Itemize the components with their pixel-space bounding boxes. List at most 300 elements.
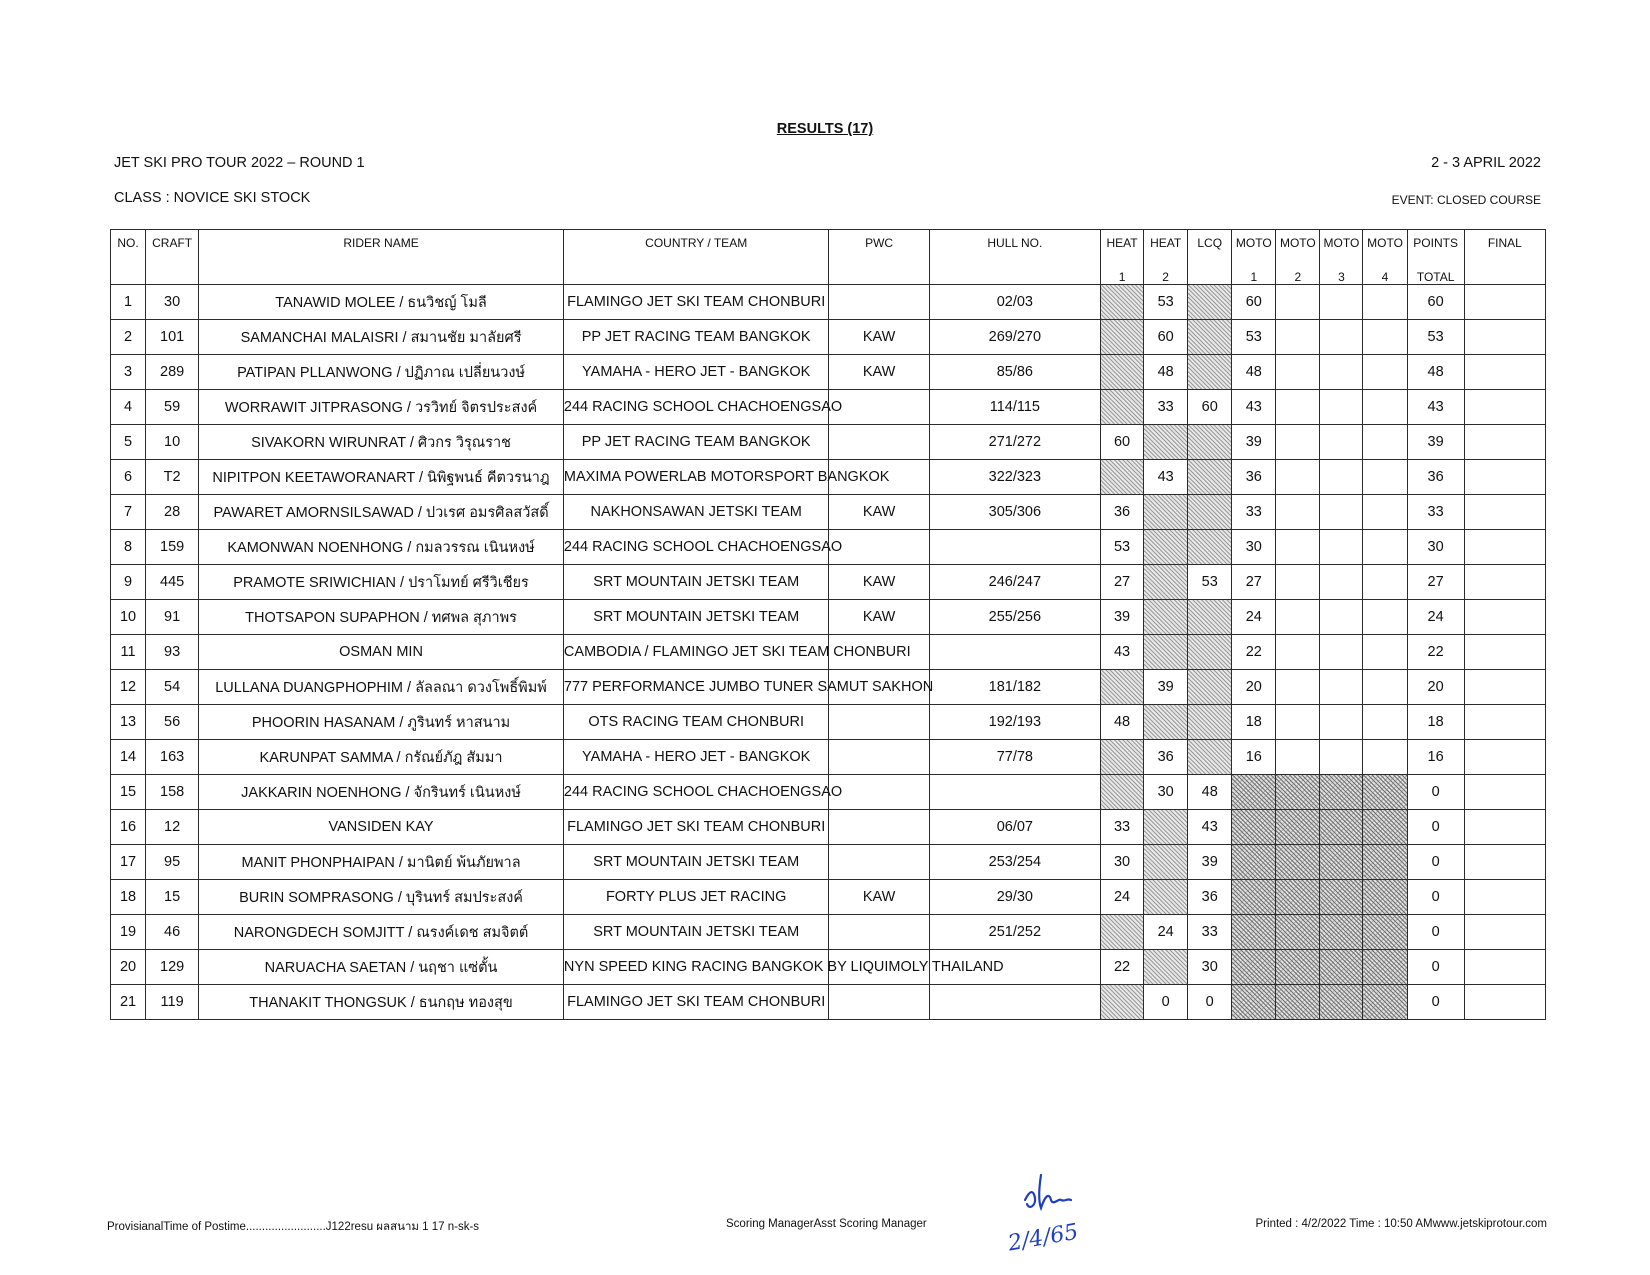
- cell-moto1: 53: [1232, 320, 1276, 355]
- cell-heat1: [1101, 740, 1144, 775]
- cell-total: 48: [1407, 355, 1464, 390]
- cell-hull: 192/193: [929, 705, 1100, 740]
- cell-heat2: 30: [1144, 775, 1188, 810]
- cell-craft: 129: [146, 950, 199, 985]
- cell-pwc: KAW: [829, 320, 929, 355]
- cell-moto3: [1320, 705, 1363, 740]
- col-header-moto2: MOTO 2: [1276, 230, 1320, 285]
- cell-final: [1464, 425, 1545, 460]
- table-header-row: [111, 230, 1546, 285]
- cell-pwc: [829, 285, 929, 320]
- cell-heat2: 39: [1144, 670, 1188, 705]
- event-type: EVENT: CLOSED COURSE: [1391, 193, 1541, 207]
- cell-hull: [929, 985, 1100, 1020]
- cell-hull: [929, 530, 1100, 565]
- cell-pwc: [829, 530, 929, 565]
- cell-moto2: [1276, 880, 1320, 915]
- cell-heat1: [1101, 285, 1144, 320]
- footer-scoring-manager: Scoring ManagerAsst Scoring Manager: [726, 1218, 927, 1230]
- cell-moto4: [1363, 670, 1407, 705]
- cell-moto1: 39: [1232, 425, 1276, 460]
- cell-lcq: [1188, 670, 1232, 705]
- event-name: JET SKI PRO TOUR 2022 – ROUND 1: [114, 155, 365, 171]
- cell-rider: SIVAKORN WIRUNRAT / ศิวกร วิรุณราช: [199, 425, 564, 460]
- cell-no: 2: [111, 320, 146, 355]
- cell-final: [1464, 285, 1545, 320]
- cell-heat1: 43: [1101, 635, 1144, 670]
- cell-pwc: KAW: [829, 495, 929, 530]
- cell-final: [1464, 320, 1545, 355]
- cell-moto4: [1363, 600, 1407, 635]
- cell-team: MAXIMA POWERLAB MOTORSPORT BANGKOK: [563, 460, 829, 495]
- cell-heat1: 33: [1101, 810, 1144, 845]
- cell-craft: 289: [146, 355, 199, 390]
- cell-total: 53: [1407, 320, 1464, 355]
- cell-moto2: [1276, 320, 1320, 355]
- cell-heat2: [1144, 880, 1188, 915]
- cell-craft: 159: [146, 530, 199, 565]
- table-row: [111, 985, 1546, 1020]
- cell-final: [1464, 915, 1545, 950]
- cell-moto4: [1363, 740, 1407, 775]
- cell-moto3: [1320, 880, 1363, 915]
- cell-pwc: [829, 390, 929, 425]
- cell-moto1: [1232, 915, 1276, 950]
- cell-hull: [929, 635, 1100, 670]
- cell-rider: JAKKARIN NOENHONG / จักรินทร์ เนินหงษ์: [199, 775, 564, 810]
- cell-hull: 251/252: [929, 915, 1100, 950]
- cell-hull: 29/30: [929, 880, 1100, 915]
- cell-moto2: [1276, 530, 1320, 565]
- col-header-lcq: LCQ: [1188, 230, 1232, 285]
- cell-heat2: 43: [1144, 460, 1188, 495]
- cell-no: 11: [111, 635, 146, 670]
- cell-heat1: [1101, 460, 1144, 495]
- cell-craft: 56: [146, 705, 199, 740]
- cell-total: 0: [1407, 985, 1464, 1020]
- cell-heat2: 53: [1144, 285, 1188, 320]
- cell-moto1: [1232, 775, 1276, 810]
- cell-team: PP JET RACING TEAM BANGKOK: [563, 320, 829, 355]
- cell-total: 27: [1407, 565, 1464, 600]
- table-row: [111, 495, 1546, 530]
- cell-pwc: KAW: [829, 565, 929, 600]
- cell-moto3: [1320, 320, 1363, 355]
- cell-final: [1464, 635, 1545, 670]
- cell-moto4: [1363, 565, 1407, 600]
- cell-moto1: 27: [1232, 565, 1276, 600]
- cell-moto2: [1276, 355, 1320, 390]
- cell-moto3: [1320, 985, 1363, 1020]
- cell-moto3: [1320, 950, 1363, 985]
- cell-pwc: [829, 985, 929, 1020]
- cell-moto1: 30: [1232, 530, 1276, 565]
- cell-rider: OSMAN MIN: [199, 635, 564, 670]
- cell-craft: 95: [146, 845, 199, 880]
- col-header-craft: CRAFT: [146, 230, 199, 285]
- cell-final: [1464, 390, 1545, 425]
- cell-final: [1464, 495, 1545, 530]
- cell-craft: 46: [146, 915, 199, 950]
- cell-lcq: [1188, 530, 1232, 565]
- results-title: RESULTS (17): [776, 121, 874, 137]
- cell-moto4: [1363, 530, 1407, 565]
- table-row: [111, 530, 1546, 565]
- table-row: [111, 635, 1546, 670]
- cell-craft: 445: [146, 565, 199, 600]
- cell-lcq: 33: [1188, 915, 1232, 950]
- cell-no: 18: [111, 880, 146, 915]
- cell-rider: PRAMOTE SRIWICHIAN / ปราโมทย์ ศรีวิเชียร: [199, 565, 564, 600]
- cell-rider: TANAWID MOLEE / ธนวิชญ์ โมลี: [199, 285, 564, 320]
- cell-moto1: 43: [1232, 390, 1276, 425]
- cell-team: FLAMINGO JET SKI TEAM CHONBURI: [563, 985, 829, 1020]
- cell-total: 43: [1407, 390, 1464, 425]
- cell-total: 22: [1407, 635, 1464, 670]
- cell-rider: PATIPAN PLLANWONG / ปฏิภาณ เปลี่ยนวงษ์: [199, 355, 564, 390]
- cell-moto4: [1363, 495, 1407, 530]
- cell-team: 244 RACING SCHOOL CHACHOENGSAO: [563, 775, 829, 810]
- cell-team: PP JET RACING TEAM BANGKOK: [563, 425, 829, 460]
- cell-moto1: [1232, 845, 1276, 880]
- cell-moto1: [1232, 985, 1276, 1020]
- cell-no: 7: [111, 495, 146, 530]
- cell-moto1: 33: [1232, 495, 1276, 530]
- table-row: [111, 810, 1546, 845]
- cell-lcq: [1188, 705, 1232, 740]
- cell-moto2: [1276, 950, 1320, 985]
- cell-hull: [929, 775, 1100, 810]
- cell-team: YAMAHA - HERO JET - BANGKOK: [563, 740, 829, 775]
- table-row: [111, 285, 1546, 320]
- footer-printed: Printed : 4/2/2022 Time : 10:50 AMwww.jetskiprotour.com: [1255, 1218, 1547, 1230]
- cell-lcq: [1188, 320, 1232, 355]
- cell-heat2: [1144, 810, 1188, 845]
- cell-total: 16: [1407, 740, 1464, 775]
- cell-craft: 30: [146, 285, 199, 320]
- class-label: CLASS : NOVICE SKI STOCK: [114, 190, 311, 206]
- cell-moto4: [1363, 950, 1407, 985]
- cell-heat2: [1144, 495, 1188, 530]
- cell-pwc: [829, 915, 929, 950]
- cell-pwc: [829, 775, 929, 810]
- cell-team: OTS RACING TEAM CHONBURI: [563, 705, 829, 740]
- signature-date: 2/4/65: [1006, 1219, 1081, 1257]
- cell-final: [1464, 670, 1545, 705]
- cell-final: [1464, 460, 1545, 495]
- cell-hull: 02/03: [929, 285, 1100, 320]
- cell-hull: 271/272: [929, 425, 1100, 460]
- cell-total: 0: [1407, 845, 1464, 880]
- cell-moto4: [1363, 320, 1407, 355]
- cell-lcq: [1188, 460, 1232, 495]
- cell-no: 5: [111, 425, 146, 460]
- cell-moto1: 20: [1232, 670, 1276, 705]
- cell-no: 1: [111, 285, 146, 320]
- cell-moto4: [1363, 355, 1407, 390]
- cell-no: 10: [111, 600, 146, 635]
- cell-final: [1464, 530, 1545, 565]
- cell-no: 14: [111, 740, 146, 775]
- cell-lcq: 48: [1188, 775, 1232, 810]
- cell-moto1: 60: [1232, 285, 1276, 320]
- cell-final: [1464, 810, 1545, 845]
- results-body: [111, 285, 1546, 1020]
- cell-final: [1464, 845, 1545, 880]
- cell-team: SRT MOUNTAIN JETSKI TEAM: [563, 600, 829, 635]
- cell-moto2: [1276, 425, 1320, 460]
- cell-no: 9: [111, 565, 146, 600]
- cell-heat2: [1144, 565, 1188, 600]
- cell-craft: 93: [146, 635, 199, 670]
- cell-moto2: [1276, 775, 1320, 810]
- cell-total: 0: [1407, 880, 1464, 915]
- cell-moto1: 36: [1232, 460, 1276, 495]
- cell-moto4: [1363, 810, 1407, 845]
- cell-pwc: [829, 845, 929, 880]
- table-row: [111, 775, 1546, 810]
- cell-moto2: [1276, 985, 1320, 1020]
- results-table: [110, 229, 1546, 1020]
- cell-heat2: 0: [1144, 985, 1188, 1020]
- cell-no: 16: [111, 810, 146, 845]
- cell-rider: KAMONWAN NOENHONG / กมลวรรณ เนินหงษ์: [199, 530, 564, 565]
- cell-moto3: [1320, 810, 1363, 845]
- cell-hull: 06/07: [929, 810, 1100, 845]
- cell-total: 18: [1407, 705, 1464, 740]
- table-row: [111, 320, 1546, 355]
- cell-team: FLAMINGO JET SKI TEAM CHONBURI: [563, 285, 829, 320]
- cell-moto3: [1320, 845, 1363, 880]
- cell-moto2: [1276, 845, 1320, 880]
- table-row: [111, 425, 1546, 460]
- cell-moto3: [1320, 460, 1363, 495]
- cell-moto4: [1363, 880, 1407, 915]
- event-date: 2 - 3 APRIL 2022: [1431, 155, 1541, 171]
- cell-lcq: [1188, 635, 1232, 670]
- cell-heat2: 24: [1144, 915, 1188, 950]
- cell-heat2: [1144, 705, 1188, 740]
- cell-heat2: 60: [1144, 320, 1188, 355]
- cell-team: NAKHONSAWAN JETSKI TEAM: [563, 495, 829, 530]
- cell-lcq: 53: [1188, 565, 1232, 600]
- cell-rider: NARONGDECH SOMJITT / ณรงค์เดช สมจิตต์: [199, 915, 564, 950]
- cell-heat1: 60: [1101, 425, 1144, 460]
- cell-hull: 77/78: [929, 740, 1100, 775]
- cell-moto2: [1276, 705, 1320, 740]
- cell-craft: 54: [146, 670, 199, 705]
- cell-moto1: 18: [1232, 705, 1276, 740]
- cell-heat1: 27: [1101, 565, 1144, 600]
- cell-craft: 163: [146, 740, 199, 775]
- cell-team: NYN SPEED KING RACING BANGKOK BY LIQUIMOLY THAILAND: [563, 950, 829, 985]
- cell-total: 60: [1407, 285, 1464, 320]
- cell-total: 20: [1407, 670, 1464, 705]
- cell-pwc: [829, 425, 929, 460]
- cell-craft: 10: [146, 425, 199, 460]
- cell-team: YAMAHA - HERO JET - BANGKOK: [563, 355, 829, 390]
- cell-lcq: [1188, 740, 1232, 775]
- cell-rider: SAMANCHAI MALAISRI / สมานชัย มาลัยศรี: [199, 320, 564, 355]
- cell-lcq: [1188, 600, 1232, 635]
- col-header-no: NO.: [111, 230, 146, 285]
- cell-craft: 59: [146, 390, 199, 425]
- signature-image: [1005, 1170, 1085, 1255]
- cell-team: 777 PERFORMANCE JUMBO TUNER SAMUT SAKHON: [563, 670, 829, 705]
- cell-heat1: 48: [1101, 705, 1144, 740]
- cell-team: CAMBODIA / FLAMINGO JET SKI TEAM CHONBURI: [563, 635, 829, 670]
- cell-rider: THANAKIT THONGSUK / ธนกฤษ ทองสุข: [199, 985, 564, 1020]
- cell-total: 39: [1407, 425, 1464, 460]
- cell-moto3: [1320, 670, 1363, 705]
- cell-moto2: [1276, 635, 1320, 670]
- cell-rider: MANIT PHONPHAIPAN / มานิตย์ พ้นภัยพาล: [199, 845, 564, 880]
- cell-rider: BURIN SOMPRASONG / บุรินทร์ สมประสงค์: [199, 880, 564, 915]
- cell-team: SRT MOUNTAIN JETSKI TEAM: [563, 565, 829, 600]
- cell-lcq: 39: [1188, 845, 1232, 880]
- cell-no: 8: [111, 530, 146, 565]
- cell-final: [1464, 950, 1545, 985]
- cell-heat1: [1101, 355, 1144, 390]
- cell-heat1: [1101, 775, 1144, 810]
- cell-rider: THOTSAPON SUPAPHON / ทศพล สุภาพร: [199, 600, 564, 635]
- table-row: [111, 845, 1546, 880]
- col-header-final: FINAL: [1464, 230, 1545, 285]
- cell-heat2: [1144, 635, 1188, 670]
- cell-pwc: [829, 740, 929, 775]
- cell-heat2: 48: [1144, 355, 1188, 390]
- table-row: [111, 355, 1546, 390]
- cell-moto3: [1320, 635, 1363, 670]
- cell-total: 30: [1407, 530, 1464, 565]
- cell-moto1: [1232, 810, 1276, 845]
- cell-moto2: [1276, 565, 1320, 600]
- cell-rider: VANSIDEN KAY: [199, 810, 564, 845]
- cell-lcq: 30: [1188, 950, 1232, 985]
- cell-lcq: [1188, 355, 1232, 390]
- cell-final: [1464, 880, 1545, 915]
- cell-moto4: [1363, 915, 1407, 950]
- cell-team: SRT MOUNTAIN JETSKI TEAM: [563, 915, 829, 950]
- cell-heat2: [1144, 950, 1188, 985]
- cell-moto3: [1320, 425, 1363, 460]
- cell-no: 19: [111, 915, 146, 950]
- cell-pwc: KAW: [829, 600, 929, 635]
- cell-heat1: 39: [1101, 600, 1144, 635]
- cell-heat2: [1144, 530, 1188, 565]
- cell-hull: 305/306: [929, 495, 1100, 530]
- cell-heat1: 36: [1101, 495, 1144, 530]
- cell-lcq: 0: [1188, 985, 1232, 1020]
- cell-pwc: [829, 810, 929, 845]
- cell-heat2: [1144, 425, 1188, 460]
- cell-pwc: [829, 705, 929, 740]
- col-header-moto4: MOTO 4: [1363, 230, 1407, 285]
- cell-final: [1464, 740, 1545, 775]
- cell-craft: 28: [146, 495, 199, 530]
- cell-moto2: [1276, 285, 1320, 320]
- cell-heat1: [1101, 320, 1144, 355]
- col-header-hull: HULL NO.: [929, 230, 1100, 285]
- cell-hull: 269/270: [929, 320, 1100, 355]
- cell-heat1: [1101, 915, 1144, 950]
- cell-team: 244 RACING SCHOOL CHACHOENGSAO: [563, 530, 829, 565]
- cell-rider: PAWARET AMORNSILSAWAD / ปวเรศ อมรศิลสวัสดิ์: [199, 495, 564, 530]
- table-row: [111, 390, 1546, 425]
- col-header-heat2: HEAT 2: [1144, 230, 1188, 285]
- cell-moto1: 16: [1232, 740, 1276, 775]
- cell-team: FLAMINGO JET SKI TEAM CHONBURI: [563, 810, 829, 845]
- cell-heat1: 53: [1101, 530, 1144, 565]
- cell-total: 0: [1407, 950, 1464, 985]
- cell-total: 0: [1407, 915, 1464, 950]
- cell-rider: KARUNPAT SAMMA / กรัณย์ภัฎ สัมมา: [199, 740, 564, 775]
- col-header-pwc: PWC: [829, 230, 929, 285]
- cell-no: 3: [111, 355, 146, 390]
- cell-final: [1464, 775, 1545, 810]
- cell-final: [1464, 355, 1545, 390]
- cell-moto1: 22: [1232, 635, 1276, 670]
- cell-final: [1464, 600, 1545, 635]
- cell-moto3: [1320, 285, 1363, 320]
- cell-moto2: [1276, 740, 1320, 775]
- cell-moto1: 24: [1232, 600, 1276, 635]
- cell-hull: 255/256: [929, 600, 1100, 635]
- table-row: [111, 880, 1546, 915]
- cell-craft: 12: [146, 810, 199, 845]
- cell-no: 21: [111, 985, 146, 1020]
- cell-no: 17: [111, 845, 146, 880]
- cell-craft: 91: [146, 600, 199, 635]
- cell-rider: NARUACHA SAETAN / นฤชา แซ่ตั้น: [199, 950, 564, 985]
- cell-moto4: [1363, 705, 1407, 740]
- cell-heat1: 30: [1101, 845, 1144, 880]
- cell-heat2: 33: [1144, 390, 1188, 425]
- cell-pwc: KAW: [829, 355, 929, 390]
- cell-craft: T2: [146, 460, 199, 495]
- cell-craft: 119: [146, 985, 199, 1020]
- cell-no: 12: [111, 670, 146, 705]
- cell-rider: LULLANA DUANGPHOPHIM / ลัลลณา ดวงโพธิ์พิมพ์: [199, 670, 564, 705]
- cell-craft: 158: [146, 775, 199, 810]
- cell-rider: NIPITPON KEETAWORANART / นิพิฐพนธ์ คีตวรนาฎ: [199, 460, 564, 495]
- cell-final: [1464, 985, 1545, 1020]
- cell-moto4: [1363, 390, 1407, 425]
- cell-moto3: [1320, 600, 1363, 635]
- cell-craft: 15: [146, 880, 199, 915]
- cell-no: 13: [111, 705, 146, 740]
- table-row: [111, 565, 1546, 600]
- cell-moto3: [1320, 740, 1363, 775]
- cell-no: 6: [111, 460, 146, 495]
- col-header-heat1: HEAT 1: [1101, 230, 1144, 285]
- cell-moto2: [1276, 810, 1320, 845]
- cell-heat1: [1101, 390, 1144, 425]
- cell-moto2: [1276, 460, 1320, 495]
- col-header-points-total: POINTS TOTAL: [1407, 230, 1464, 285]
- cell-pwc: KAW: [829, 880, 929, 915]
- cell-heat1: 22: [1101, 950, 1144, 985]
- cell-moto2: [1276, 495, 1320, 530]
- cell-hull: 85/86: [929, 355, 1100, 390]
- cell-moto4: [1363, 985, 1407, 1020]
- cell-lcq: [1188, 425, 1232, 460]
- cell-moto3: [1320, 495, 1363, 530]
- cell-heat1: [1101, 670, 1144, 705]
- cell-hull: 322/323: [929, 460, 1100, 495]
- cell-rider: WORRAWIT JITPRASONG / วรวิทย์ จิตรประสงค์: [199, 390, 564, 425]
- cell-team: 244 RACING SCHOOL CHACHOENGSAO: [563, 390, 829, 425]
